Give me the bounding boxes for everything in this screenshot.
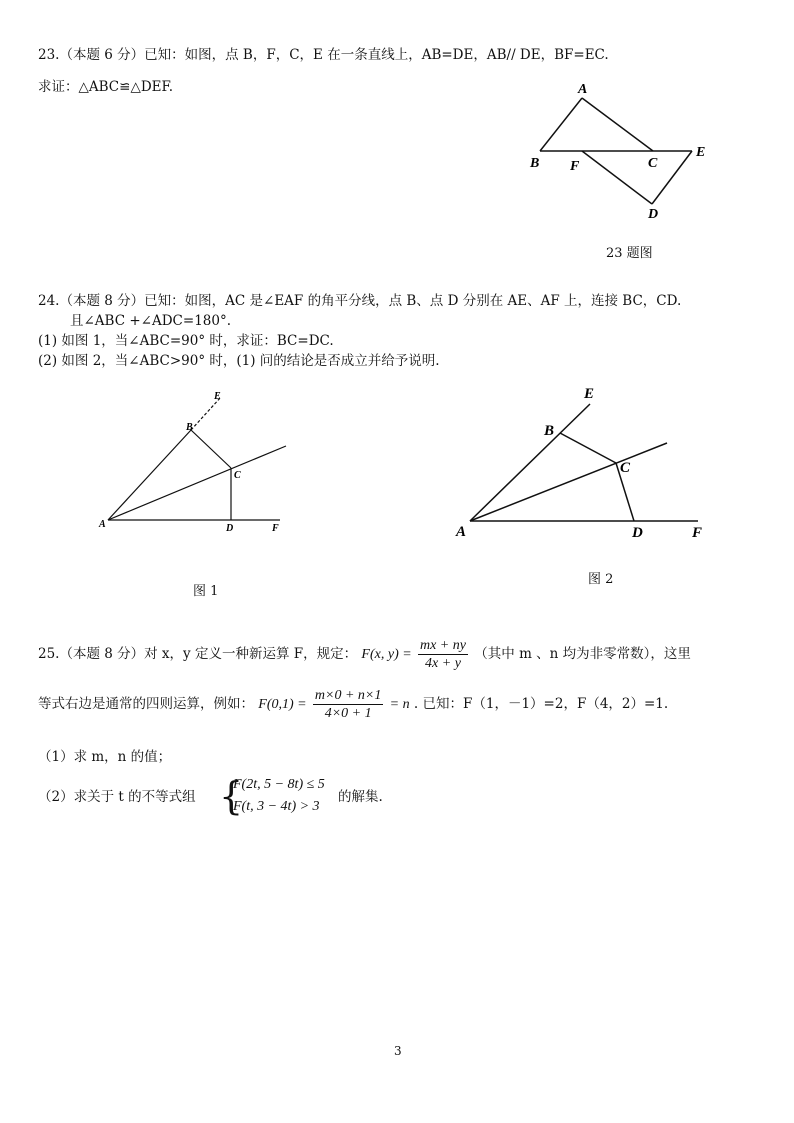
q23-label-d: D [648, 207, 659, 222]
fig2-label-b: B [544, 423, 555, 439]
q25-example-lhs: F(0,1) = [258, 697, 307, 712]
fig1-label-a: A [99, 519, 106, 530]
fig1-label-b: B [186, 422, 193, 433]
q23-figure [520, 78, 720, 223]
q24-figure-1 [90, 385, 310, 545]
fig1-label-e: E [214, 391, 221, 402]
q25-inequality-1: F(2t, 5 − 8t) ≤ 5 [233, 777, 325, 792]
fig2-segment-bc [560, 433, 616, 463]
q25-inequality-2: F(t, 3 − 4t) > 3 [233, 799, 320, 814]
q23-prove: 求证：△ABC≌△DEF. [38, 79, 174, 95]
q25-intro: 25.（本题 8 分）对 x，y 定义一种新运算 F，规定： [38, 646, 358, 662]
fig1-label-d: D [226, 523, 234, 534]
q25-example-denominator: 4×0 + 1 [324, 706, 372, 721]
q25-formula-numerator: mx + ny [419, 638, 466, 653]
page-number: 3 [394, 1044, 402, 1058]
q24-figure-2 [440, 380, 730, 545]
fig1-segment-bc [191, 430, 231, 468]
fig2-label-e: E [584, 386, 595, 402]
fig1-ray-ac [108, 446, 286, 520]
q23-segment-fd [582, 151, 652, 204]
q25-example [38, 686, 668, 723]
q24-condition: 且∠ABC +∠ADC=180°. [70, 313, 231, 329]
q25-formula-note: （其中 m 、n 均为非零常数），这里 [474, 646, 691, 662]
q24-figure-1-caption: 图 1 [193, 584, 219, 599]
q25-system-brace: { [219, 774, 244, 818]
q25-example-fraction [313, 687, 383, 722]
q23-statement: 23.（本题 6 分）已知：如图，点 B，F，C，E 在一条直线上，AB=DE，AB// DE，BF=EC. [38, 47, 609, 63]
q25-formula-denominator: 4x + y [425, 656, 461, 671]
q24-figure-2-caption: 图 2 [588, 572, 614, 587]
q25-example-numerator: m×0 + n×1 [314, 688, 382, 703]
q23-segment-ac [582, 98, 653, 151]
q25-example-suffix: . 已知：F（1，－1）=2，F（4，2）=1. [413, 696, 669, 712]
q24-statement: 24.（本题 8 分）已知：如图，AC 是∠EAF 的角平分线，点 B、点 D 分别在 AE、AF 上，连接 BC，CD. [38, 293, 682, 309]
fig2-label-a: A [456, 524, 467, 540]
q25-formula-fraction [418, 637, 468, 672]
q25-example-prefix: 等式右边是通常的四则运算，例如： [38, 696, 254, 712]
fig1-label-c: C [234, 470, 241, 481]
fig2-ray-ac [470, 443, 667, 521]
q25-formula-lhs: F(x, y) = [361, 647, 412, 662]
q25-part2-prefix: （2）求关于 t 的不等式组 [38, 789, 196, 805]
fig1-label-f: F [272, 523, 279, 534]
fig2-label-f: F [692, 525, 703, 541]
q23-label-e: E [696, 145, 706, 160]
q23-label-a: A [578, 82, 588, 97]
q25-definition [38, 636, 691, 673]
q25-example-rhs: = n [389, 697, 410, 712]
fig2-label-d: D [632, 525, 643, 541]
q24-part1: (1) 如图 1，当∠ABC=90° 时，求证：BC=DC. [38, 333, 334, 349]
q23-figure-caption: 23 题图 [606, 246, 653, 261]
fig2-label-c: C [620, 460, 631, 476]
q23-label-c: C [648, 156, 658, 171]
q25-part1: （1）求 m，n 的值； [38, 749, 172, 765]
fig2-ray-ae [470, 404, 590, 521]
q23-label-b: B [530, 156, 540, 171]
q25-part2-suffix: 的解集. [338, 789, 383, 805]
q23-segment-ed [652, 151, 692, 204]
fig1-segment-ab [108, 430, 191, 520]
q23-label-f: F [570, 159, 580, 174]
q23-segment-ab [540, 98, 582, 151]
q24-part2: (2) 如图 2，当∠ABC>90° 时，(1) 问的结论是否成立并给予说明. [38, 353, 440, 369]
